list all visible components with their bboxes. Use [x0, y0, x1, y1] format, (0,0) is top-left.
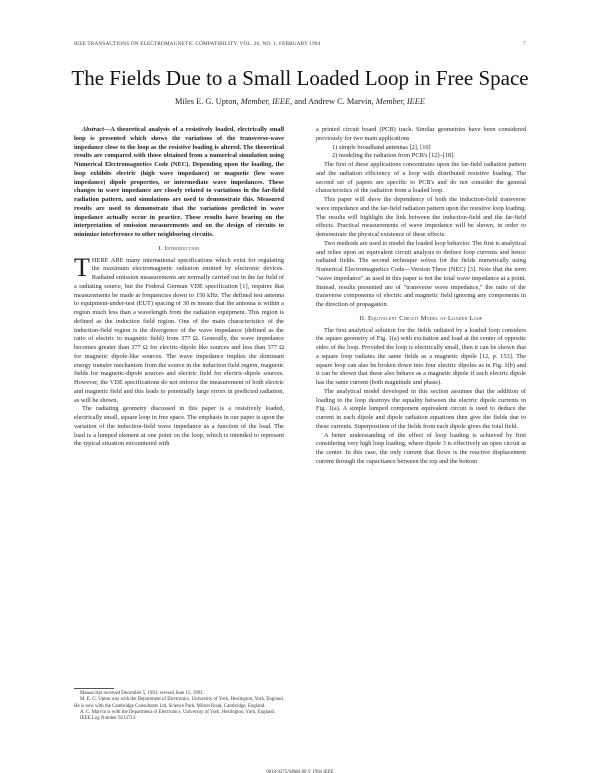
- right-column: [316, 126, 526, 467]
- section-heading-introduction: I. Introduction: [158, 244, 200, 252]
- footnotes: [74, 688, 284, 722]
- abstract: [74, 126, 284, 240]
- footnote-log-number: IEEE Log Number 9213713.: [80, 716, 137, 722]
- section2-paragraph-3: A better understanding of the effect of loop loading is achieved by first considering very high loop loading, where dipole 3 is effectively an open circuit at the center. In this case, the only current that flows is the reactive displacement current through the capacitance between the top and the bottom: [316, 431, 526, 465]
- drop-cap: T: [74, 252, 90, 282]
- footnote-author2: A. C. Marvin is with the Department of Electronics, University of York, Heslington, York, England.: [80, 709, 276, 715]
- section2-paragraph-1: The first analytical solution for the fields radiated by a loaded loop considers the square geometry of Fig. 1(a) with excitation and load at the center of opposite sides of the loop. Provided the loop is electrically small, then it can be shown that a square loop radiates the same fields as a magnetic dipole [12, p. 153]. The square loop can also be broken down into four electric dipoles as in Fig. 1(b) and it can be shown that these also behave as a magnetic dipole if each electric dipole has the same current (both magnitude and phase).: [316, 326, 526, 386]
- application-list-item-2: 2) modeling the radiation from PCB's [12]–[18].: [332, 152, 455, 160]
- author1-name: Miles E. G. Upton,: [174, 97, 239, 106]
- author1-role: Member, IEEE,: [240, 97, 293, 106]
- abstract-text: A theoretical analysis of a resistively loaded, electrically small loop is presented which shows the variations of the transverse-wave impedance close to the loop as the resistive loading is altered. The theoretical results are compared with those obtained from a numerical simulation using Numerical Electromagnetics Code (NEC). Depending upon the loading, the loop exhibits electric (high wave impedance) or magnetic (low wave impedance) dipole properties, or intermediate wave impedances. These changes in wave impedance are closely related to variations in the far-field radiation pattern, and simulations are used to demonstrate this. Measured results are used to demonstrate that the variations predicted in wave impedance actually occur in practice. These results have bearing on the interpretation of emission measurements and on the design of circuits to minimize interference to other neighboring circuits.: [74, 126, 284, 238]
- intro-paragraph-5: Two methods are used to model the loaded loop behavior. The first is analytical and relies upon an equivalent circuit analysis to deduce loop currents and hence radiated fields. The second technique solves for the fields numerically using Numerical Electromagnetics Code—Version Three (NEC) [3]. Note that the term "wave impedance" as used in this paper is not the total wave impedance at a point. Instead, results presented are of "transverse wave impedance," the ratio of the transverse components of electric and magnetic field ignoring any components in the direction of propagation.: [316, 239, 526, 308]
- application-list-item-1: 1) simple broadband antennas [2], [10]: [332, 143, 431, 151]
- author-line: [0, 97, 600, 106]
- left-column: [74, 126, 284, 449]
- footnote-received: Manuscript received December 5, 1991; revised June 15, 1993.: [80, 691, 204, 696]
- copyright-line: 0018-9375/94$04.00 © 1994 IEEE: [266, 770, 334, 773]
- section2-paragraph-2: The analytical model developed in this section assumes that the addition of loading to the loop destroys the equality between the electric dipole currents in Fig. 1(a). A simple lumped component equivalent circuit is used to deduce the current in each dipole and dipole radiation equations then give the fields due to these currents. Superposition of the fields from each dipole gives the total field.: [316, 387, 526, 430]
- intro-paragraph-3: The first of these applications concentrates upon the far-field radiation pattern and the radiation efficiency of a loop with distributed resistive loading. The second set of papers are specific to PCB's and do not consider the general characteristics of the radiation from a loaded loop.: [316, 161, 526, 195]
- intro-paragraph-1-text: HERE ARE many international specifications which exist for regulating the maximum electromagnetic radiation emitted by electronic devices. Radiated emission measurements are normally carried out in the far field of a radiating source, but the Federal German VDE specification [1], requires that measurements be made at frequencies down to 150 kHz. The defined test antenna to equipment-under-test (EUT) spacing of 30 m means that the antenna is within a region much less than a wavelength from the radiation equipment. This region is defined as the induction field region. One of the main characteristics of the induction-field region is the divergence of the wave impedance (defined as the ratio of electric to magnetic field) from 377 Ω. Generally, the wave impedance becomes greater than 377 Ω for electric-dipole like sources and less than 377 Ω for magnetic dipole-like sources. The wave impedance implies the dominant energy transfer mechanism from the source in the induction field region, magnetic fields for magnetic-dipole sources and electric field for electric-dipole sources. However, the VDE specifications do not enforce the measurement of both electric and magnetic field and this leads to potentially large errors in predicted radiation, as will be shown.: [74, 256, 284, 404]
- author2-name: and Andrew C. Marvin,: [294, 97, 374, 106]
- author2-role: Member, IEEE: [375, 97, 426, 106]
- footnote-author1: M. E. G. Upton was with the Department of Electronics, University of York, Heslington, York, England. He is now with the Cambridge Consultants Ltd, Science Park, Milton Road, Cambridge, England.: [74, 697, 284, 709]
- page-number: 7: [523, 41, 526, 47]
- continued-paragraph: a printed circuit board (PCB) track. Similar geometries have been considered previously for two main applications: [316, 126, 526, 142]
- intro-paragraph-1: [74, 252, 284, 406]
- intro-paragraph-2: The radiating geometry discussed in this paper is a resistively loaded, electrically small, square loop in free space. The emphasis in our paper is upon the variation of the induction-field wave impedance as a function of the load. The load is a lumped element at one point on the loop, which is intended to represent the typical situation encountered with: [74, 405, 284, 448]
- paper-title: The Fields Due to a Small Loaded Loop in Free Space: [71, 66, 529, 90]
- intro-paragraph-4: This paper will show the dependency of both the induction-field transverse wave impedance and the far-field radiation pattern upon the resistive loop loading. The results will highlight the link between the induction-field and the far-field effects. Practical measurements of wave impedance will be shown, in order to demonstrate the physical existence of these effects.: [316, 196, 526, 238]
- footnote-rule: [74, 688, 114, 689]
- abstract-label: Abstract—: [82, 126, 111, 133]
- running-head: [74, 41, 526, 47]
- journal-header: IEEE TRANSACTIONS ON ELECTROMAGNETIC COMPATIBILITY, VOL. 36, NO. 1, FEBRUARY 1994: [74, 41, 321, 47]
- section-heading-equivalent-circuit: II. Equivalent Circuit Model of Loaded Loop: [359, 314, 483, 322]
